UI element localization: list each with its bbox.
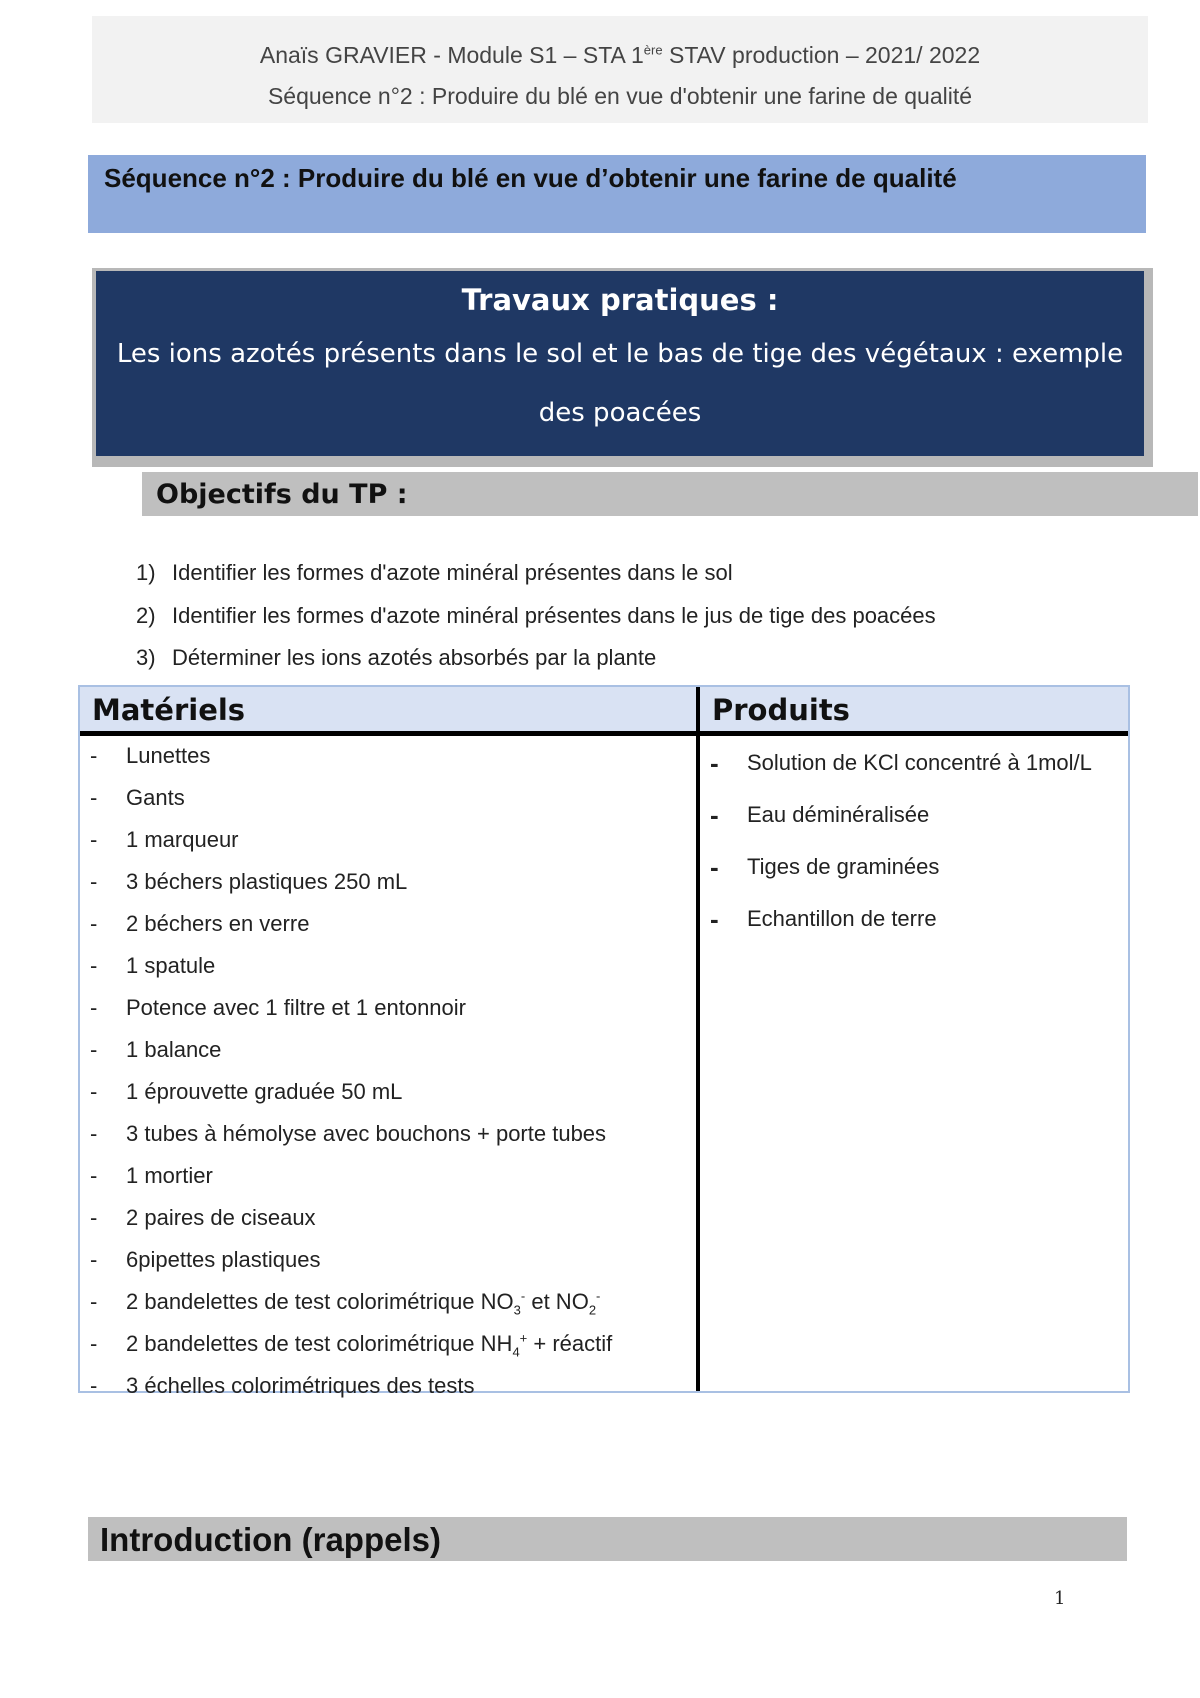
produit-item: - Tiges de graminées — [710, 852, 940, 882]
objective-item: 3) Déterminer les ions azotés absorbés par la plante — [136, 645, 657, 670]
produits-header: Produits — [700, 687, 1128, 731]
tp-title-box — [96, 271, 1144, 456]
materiel-item: - 1 éprouvette graduée 50 mL — [90, 1079, 403, 1104]
produit-item: - Echantillon de terre — [710, 904, 937, 934]
materiel-item-nitrate-strips: - 2 bandelettes de test colorimétrique $NO_3^-$ et $NO_2^-$ — [90, 1288, 601, 1318]
objective-item: 1) Identifier les formes d'azote minéral présentes dans le sol — [136, 560, 733, 585]
column-divider — [696, 687, 700, 1391]
objectives-heading: Objectifs du TP : — [142, 472, 1198, 516]
materiel-item: - 2 béchers en verre — [90, 911, 310, 936]
produits-list — [710, 740, 1120, 948]
objectives-list — [136, 552, 936, 680]
materiels-list — [90, 735, 612, 1407]
materiel-item: - 1 balance — [90, 1037, 222, 1062]
materiels-header: Matériels — [80, 687, 696, 731]
materiel-item: - 3 tubes à hémolyse avec bouchons + porte tubes — [90, 1121, 607, 1146]
running-header-line1: Anaïs GRAVIER - Module S1 – STA 1ère STAV production – 2021/ 2022 — [259, 42, 981, 68]
materiel-item-ammonium-strips: - 2 bandelettes de test colorimétrique $NH_4^+$ + réactif — [90, 1330, 613, 1360]
materiel-item: - 1 mortier — [90, 1163, 213, 1188]
tp-subtitle: Les ions azotés présents dans le sol et le bas de tige des végétaux : exemple des poacées — [116, 339, 1124, 428]
materiel-item: - 1 spatule — [90, 953, 216, 978]
produit-item: - Solution de KCl concentré à 1mol/L — [710, 748, 1092, 778]
materiel-item: - 3 béchers plastiques 250 mL — [90, 869, 408, 894]
materiel-item: - 1 marqueur — [90, 827, 239, 852]
materiel-item: - 6pipettes plastiques — [90, 1247, 321, 1272]
materiel-item: - Gants — [90, 785, 185, 810]
sequence-banner: Séquence n°2 : Produire du blé en vue d’obtenir une farine de qualité — [88, 155, 1146, 233]
tp-title: Travaux pratiques : — [461, 283, 779, 317]
produit-item: - Eau déminéralisée — [710, 800, 930, 830]
objective-item: 2) Identifier les formes d'azote minéral présentes dans le jus de tige des poacées — [136, 602, 936, 628]
materiel-item: - 3 échelles colorimétriques des tests — [90, 1373, 475, 1398]
running-header-line2: Séquence n°2 : Produire du blé en vue d'obtenir une farine de qualité — [267, 83, 973, 109]
introduction-heading: Introduction (rappels) — [88, 1517, 1127, 1561]
materiel-item: - Lunettes — [90, 743, 211, 768]
running-header — [92, 16, 1148, 123]
materials-table — [78, 685, 1130, 1398]
materiel-item: - 2 paires de ciseaux — [90, 1205, 316, 1230]
page-number: 1 — [1054, 1588, 1066, 1609]
materiel-item: - Potence avec 1 filtre et 1 entonnoir — [90, 995, 466, 1020]
